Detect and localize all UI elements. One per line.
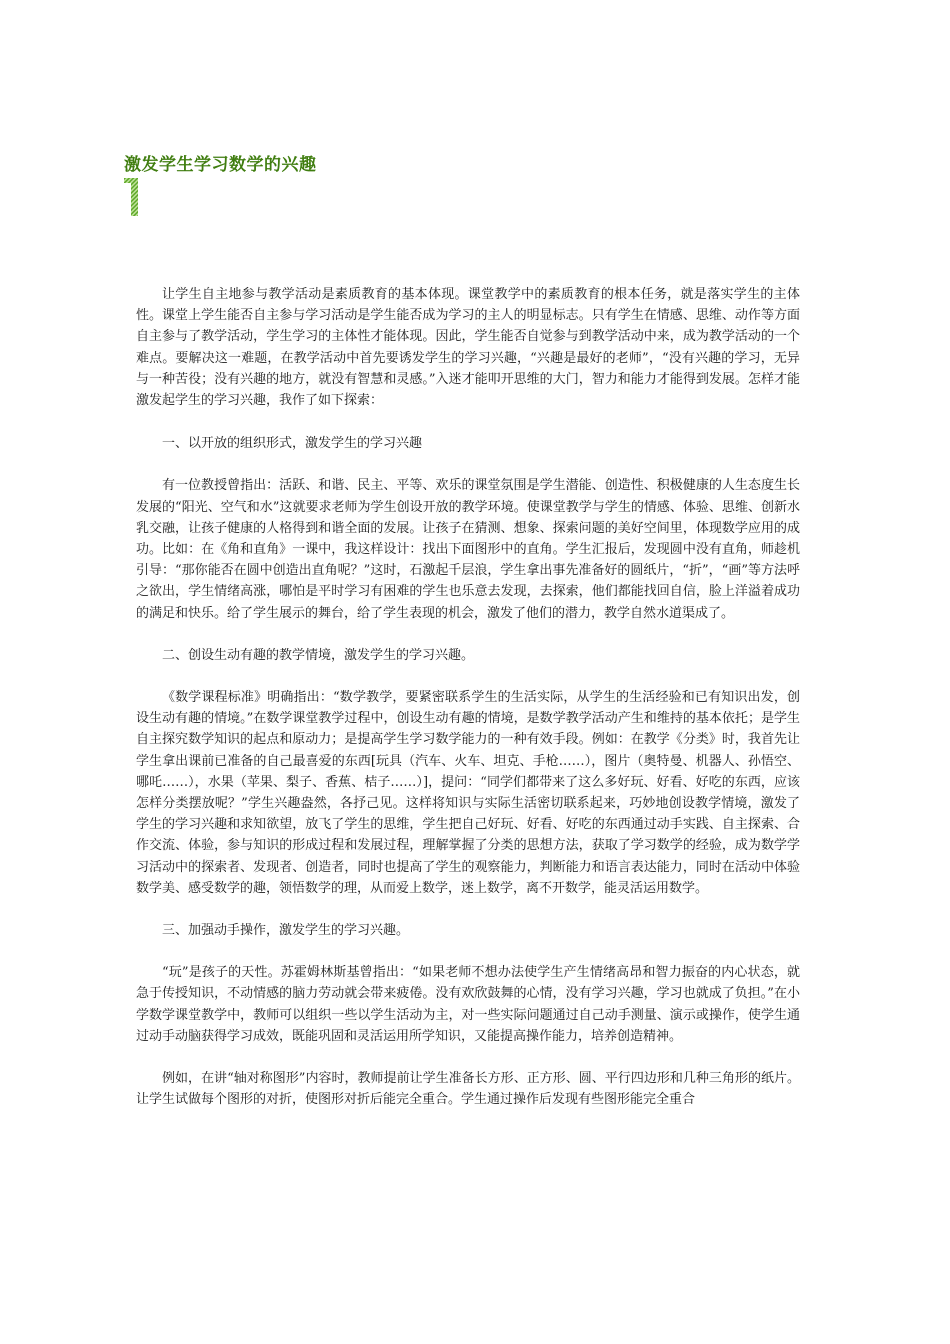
section-3-paragraph: “玩”是孩子的天性。苏霍姆林斯基曾指出：“如果老师不想办法使学生产生情绪高昂和智力振奋的内心状态，就急于传授知识，不动情感的脑力劳动就会带来疲倦。没有欢欣鼓舞的心情，没有学习兴趣，学习也就成了负担。”在小学数学课堂教学中，教师可以组织一些以学生活动为主，对一些实际问题通过自己动手测量、演示或操作，使学生通过动手动脑获得学习成效，既能巩固和灵活运用所学知识，又能提高操作能力，培养创造精神。	[136, 965, 800, 1044]
section-heading-1: 一、以开放的组织形式，激发学生的学习兴趣	[162, 436, 423, 452]
intro-paragraph: 让学生自主地参与教学活动是素质教育的基本体现。课堂教学中的素质教育的根本任务，就是落实学生的主体性。课堂上学生能否自主参与学习活动是学生能否成为学习的主人的明显标志。只有学生在情感、思维、动作等方面自主参与了教学活动，学生学习的主体性才能体现。因此，学生能否自觉参与到教学活动中来，成为教学活动的一个难点。要解决这一难题，在教学活动中首先要诱发学生的学习兴趣，“兴趣是最好的老师”，“没有兴趣的学习，无异与一种苦役；没有兴趣的地方，就没有智慧和灵感。”入迷才能叩开思维的大门，智力和能力才能得到发展。怎样才能激发起学生的学习兴趣，我作了如下探索：	[136, 287, 800, 409]
document-title: 激发学生学习数学的兴趣	[124, 155, 317, 175]
example-paragraph: 例如，在讲“轴对称图形”内容时，教师提前让学生准备长方形、正方形、圆、平行四边形和几种三角形的纸片。让学生试做每个图形的对折，使图形对折后能完全重合。学生通过操作后发现有些图形能完全重合	[136, 1071, 800, 1108]
title-bracket-mark	[124, 178, 140, 216]
section-2-paragraph: 《数学课程标准》明确指出：“数学教学，要紧密联系学生的生活实际，从学生的生活经验和已有知识出发，创设生动有趣的情境。”在数学课堂教学过程中，创设生动有趣的情境，是数学教学活动产生和维持的基本依托；是学生自主探究数学知识的起点和原动力；是提高学生学习数学能力的一种有效手段。例如：在教学《分类》时，我首先让学生拿出课前已准备的自己最喜爱的东西[玩具（汽车、火车、坦克、手枪……），图片（奥特曼、机器人、孙悟空、哪吒……），水果（苹果、梨子、香蕉、桔子……）]，提问：“同学们都带来了这么多好玩、好看、好吃的东西，应该怎样分类摆放呢？”学生兴趣盎然，各抒己见。这样将知识与实际生活密切联系起来，巧妙地创设教学情境，激发了学生的学习兴趣和求知欲望，放飞了学生的思维，学生把自己好玩、好看、好吃的东西通过动手实践、自主探索、合作交流、体验，参与知识的形成过程和发展过程，理解掌握了分类的思想方法，获取了学习数学的经验，成为数学学习活动中的探索者、发现者、创造者，同时也提高了学生的观察能力，判断能力和语言表达能力，同时在活动中体验数学美、感受数学的趣，领悟数学的理，从而爱上数学，迷上数学，离不开数学，能灵活运用数学。	[136, 690, 800, 896]
section-1-paragraph: 有一位教授曾指出：活跃、和谐、民主、平等、欢乐的课堂氛围是学生潜能、创造性、积极健康的人生态度生长发展的“阳光、空气和水”这就要求老师为学生创设开放的教学环境。使课堂教学与学生的情感、体验、思维、创新水乳交融，让孩子健康的人格得到和谐全面的发展。让孩子在猜测、想象、探索问题的美好空间里，体现数学应用的成功。比如：在《角和直角》一课中，我这样设计：找出下面图形中的直角。学生汇报后，发现圆中没有直角，师趁机引导：“那你能否在圆中创造出直角呢？”这时，石激起千层浪，学生拿出事先准备好的圆纸片，“折”，“画”等方法呼之欲出，学生情绪高涨，哪怕是平时学习有困难的学生也乐意去发现，去探索，他们都能找回自信，脸上洋溢着成功的满足和快乐。给了学生展示的舞台，给了学生表现的机会，激发了他们的潜力，教学自然水道渠成了。	[136, 478, 800, 621]
section-heading-2: 二、创设生动有趣的教学情境，激发学生的学习兴趣。	[162, 647, 475, 663]
section-heading-3: 三、加强动手操作，激发学生的学习兴趣。	[162, 923, 410, 939]
article-body	[136, 284, 800, 1111]
